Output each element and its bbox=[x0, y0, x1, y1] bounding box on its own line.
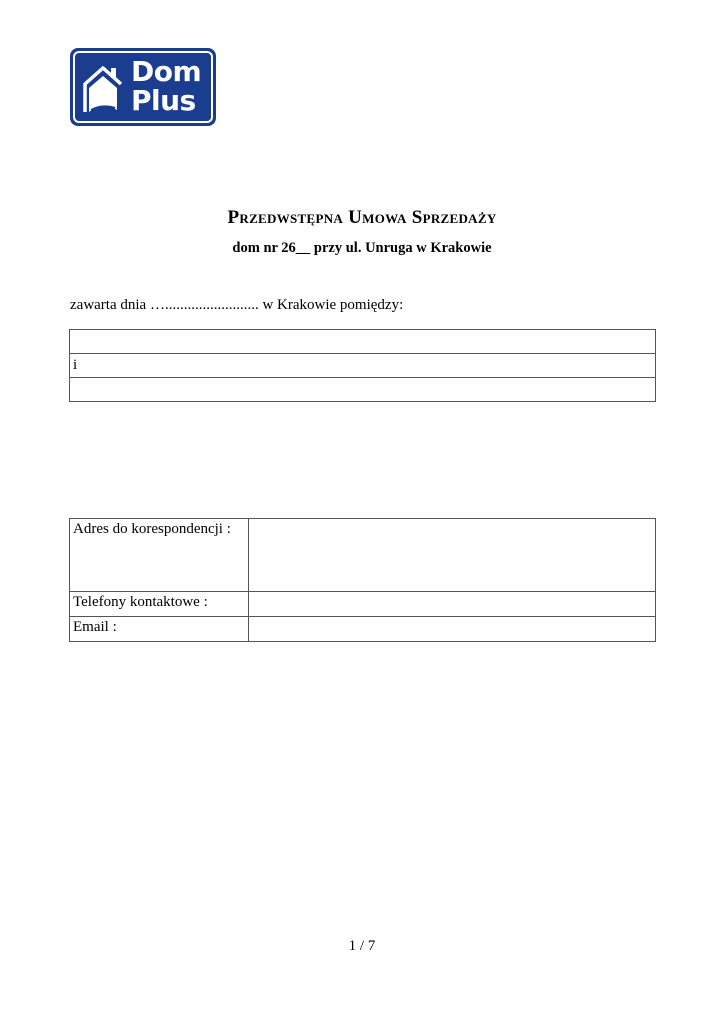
phone-value-cell[interactable] bbox=[249, 592, 656, 617]
table-row bbox=[70, 592, 656, 617]
logo-text bbox=[131, 57, 201, 115]
phone-label: Telefony kontaktowe : bbox=[70, 592, 249, 617]
document-title: Przedwstępna Umowa Sprzedaży bbox=[227, 207, 497, 228]
logo-frame bbox=[73, 51, 213, 123]
email-label: Email : bbox=[70, 617, 249, 642]
page-number: 1 / 7 bbox=[348, 938, 376, 954]
table-row bbox=[70, 617, 656, 642]
contract-intro-text: zawarta dnia …......................... w Krakowie pomiędzy: bbox=[70, 297, 404, 313]
party-1-cell[interactable] bbox=[70, 330, 656, 354]
address-value-cell[interactable] bbox=[249, 519, 656, 592]
table-row bbox=[70, 519, 656, 592]
document-subtitle: dom nr 26__ przy ul. Unruga w Krakowie bbox=[232, 240, 492, 256]
conjunction-cell: i bbox=[70, 354, 656, 378]
email-value-cell[interactable] bbox=[249, 617, 656, 642]
party-2-cell[interactable] bbox=[70, 378, 656, 402]
house-icon bbox=[81, 62, 127, 114]
parties-table bbox=[69, 329, 656, 402]
table-row bbox=[70, 354, 656, 378]
table-row bbox=[70, 330, 656, 354]
contact-table bbox=[69, 518, 656, 642]
company-logo bbox=[70, 48, 216, 126]
address-label: Adres do korespondencji : bbox=[70, 519, 249, 592]
table-row bbox=[70, 378, 656, 402]
logo-line-2: Plus bbox=[131, 84, 196, 117]
logo-line-1: Dom bbox=[131, 55, 202, 88]
